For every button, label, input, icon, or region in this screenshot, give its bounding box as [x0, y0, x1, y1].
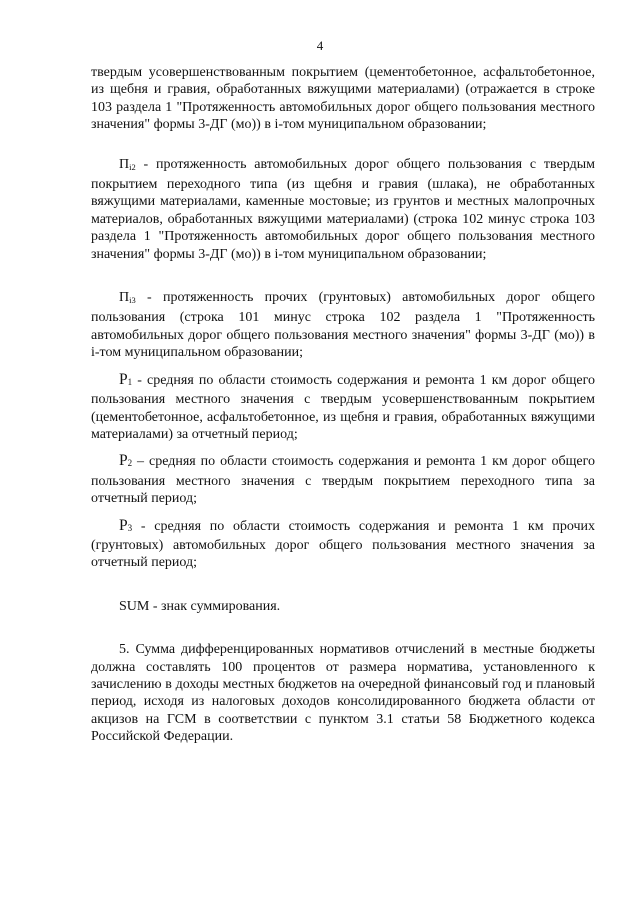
paragraph-p3-definition: Р3 - средняя по области стоимость содержания и ремонта 1 км прочих (грунтовых) автомобильных дорог общего пользования местного значения за отчетный период;	[91, 516, 595, 571]
symbol-pi2: $П_{i2}$	[119, 156, 136, 172]
symbol-p3: Р3	[119, 516, 133, 534]
paragraph-p2-definition: Р2 – средняя по области стоимость содержания и ремонта 1 км дорог общего пользования местного значения с твердым покрытием переходного типа за отчетный период;	[91, 452, 595, 507]
symbol-p1: Р1	[119, 370, 133, 388]
page-number: 4	[316, 38, 324, 53]
symbol-pi3: $П_{i3}$	[119, 290, 136, 306]
document-body	[91, 64, 595, 746]
paragraph-pi3-definition: $П_{i3}$ - протяженность прочих (грунтовых) автомобильных дорог общего пользования (строка 101 минус строка 102 раздела 1 "Протяженность автомобильных дорог общего пользования местного значения" формы 3-ДГ (мо)) в i-том муниципальном образовании;	[91, 290, 595, 361]
paragraph-p1-definition: Р1 - средняя по области стоимость содержания и ремонта 1 км дорог общего пользования местного значения с твердым усовершенствованным покрытием (цементобетонное, асфальтобетонное, из щебня и гравия, обработанных вяжущими материалами) за отчетный период;	[91, 370, 595, 442]
paragraph-pi2-definition: $П_{i2}$ - протяженность автомобильных дорог общего пользования с твердым покрытием переходного типа (из щебня и гравия (шлака), не обработанных вяжущими материалами, каменные мостовые; из грунтов и местных малопрочных материалов, обработанных вяжущими материалами) (строка 102 минус строка 103 раздела 1 "Протяженность автомобильных дорог общего пользования местного значения" формы 3-ДГ (мо)) в i-том муниципальном образовании;	[91, 156, 595, 262]
paragraph-sum-definition: SUM - знак суммирования.	[119, 598, 281, 614]
paragraph-continuation: твердым усовершенствованным покрытием (цементобетонное, асфальтобетонное, из щебня и гравия, обработанных вяжущими материалами) (отражается в строке 103 раздела 1 "Протяженность автомобильных дорог общего пользования местного значения" формы 3-ДГ (мо)) в i-том муниципальном образовании;	[91, 65, 595, 133]
symbol-p2: Р2	[119, 452, 133, 470]
paragraph-item-5: 5. Сумма дифференцированных нормативов отчислений в местные бюджеты должна составлять 100 процентов от размера норматива, установленного к зачислению в доходы местных бюджетов на очередной финансовый год и плановый период, исходя из налоговых доходов консолидированного бюджета области от акцизов на ГСМ в соответствии с пунктом 3.1 статьи 58 Бюджетного кодекса Российской Федерации.	[91, 642, 595, 745]
